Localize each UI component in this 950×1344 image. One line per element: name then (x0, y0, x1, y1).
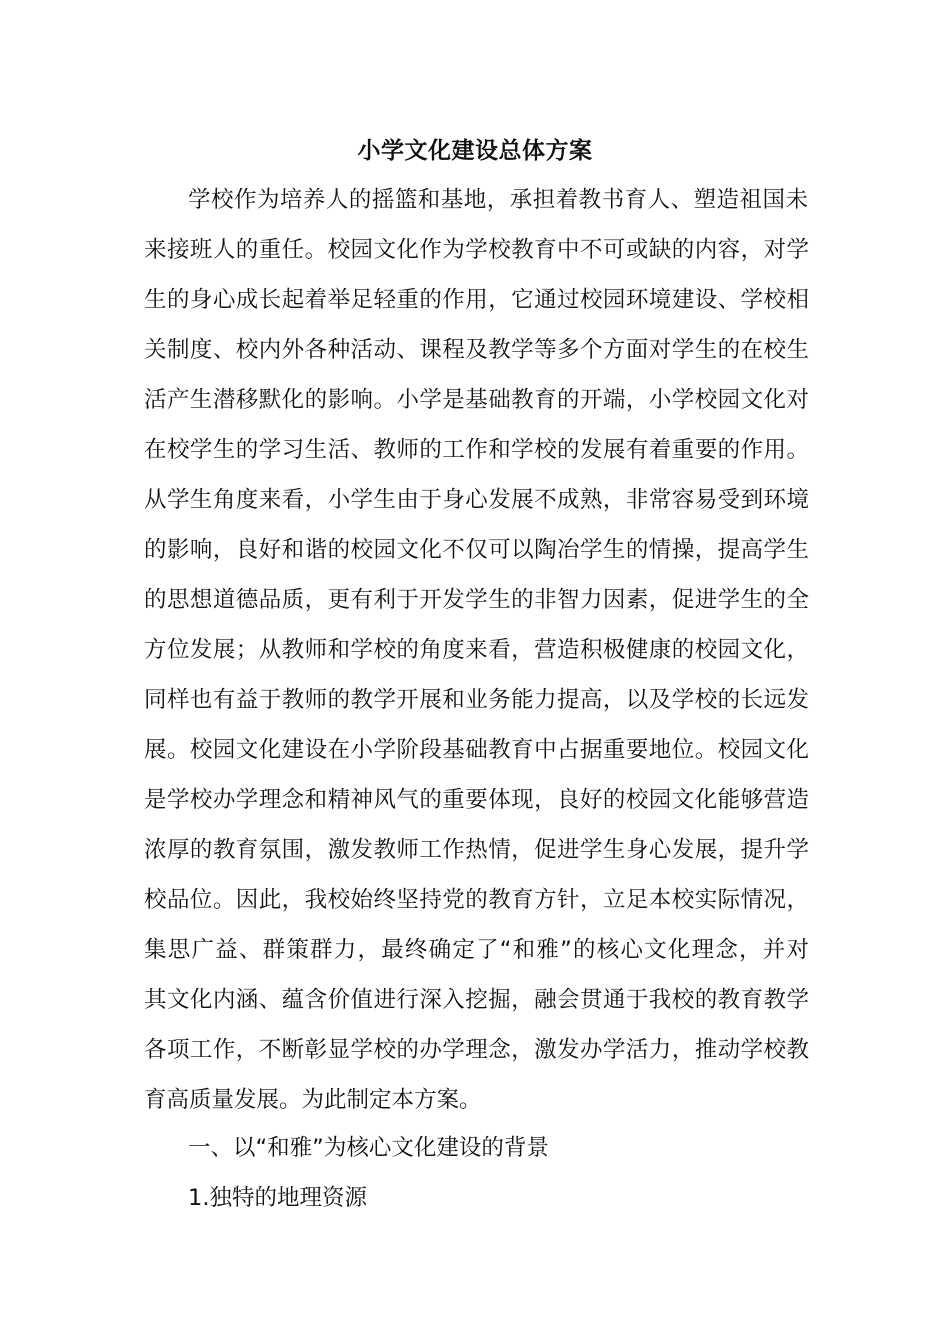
paragraph-line: 育高质量发展。为此制定本方案。 (144, 1087, 482, 1113)
paragraph-line: 活产生潜移默化的影响。小学是基础教育的开端，小学校园文化对 (144, 387, 809, 413)
paragraph-line: 在校学生的学习生活、教师的工作和学校的发展有着重要的作用。 (144, 437, 809, 463)
paragraph-line: 其文化内涵、蕴含价值进行深入挖掘，融会贯通于我校的教育教学 (144, 987, 809, 1013)
paragraph-line: 从学生角度来看，小学生由于身心发展不成熟，非常容易受到环境 (144, 487, 809, 513)
paragraph-line: 各项工作，不断彰显学校的办学理念，激发办学活力，推动学校教 (144, 1037, 809, 1063)
subsection-heading: 1.独特的地理资源 (188, 1185, 367, 1211)
paragraph-line: 校品位。因此，我校始终坚持党的教育方针，立足本校实际情况， (144, 887, 809, 913)
paragraph-line: 展。校园文化建设在小学阶段基础教育中占据重要地位。校园文化 (144, 737, 809, 763)
section-heading: 一、以“和雅”为核心文化建设的背景 (188, 1135, 549, 1161)
paragraph-line: 方位发展；从教师和学校的角度来看，营造积极健康的校园文化， (144, 637, 809, 663)
paragraph-line: 的思想道德品质，更有利于开发学生的非智力因素，促进学生的全 (144, 587, 809, 613)
paragraph-line: 关制度、校内外各种活动、课程及教学等多个方面对学生的在校生 (144, 337, 809, 363)
document-title: 小学文化建设总体方案 (357, 138, 593, 164)
paragraph-line: 来接班人的重任。校园文化作为学校教育中不可或缺的内容，对学 (144, 237, 809, 263)
paragraph-line: 集思广益、群策群力，最终确定了“和雅”的核心文化理念，并对 (144, 937, 809, 963)
paragraph-line: 学校作为培养人的摇篮和基地，承担着教书育人、塑造祖国未 (188, 187, 808, 213)
paragraph-line: 生的身心成长起着举足轻重的作用，它通过校园环境建设、学校相 (144, 287, 809, 313)
paragraph-line: 是学校办学理念和精神风气的重要体现，良好的校园文化能够营造 (144, 787, 809, 813)
paragraph-line: 同样也有益于教师的教学开展和业务能力提高，以及学校的长远发 (144, 687, 809, 713)
paragraph-line: 浓厚的教育氛围，激发教师工作热情，促进学生身心发展，提升学 (144, 837, 809, 863)
paragraph-line: 的影响，良好和谐的校园文化不仅可以陶冶学生的情操，提高学生 (144, 537, 809, 563)
